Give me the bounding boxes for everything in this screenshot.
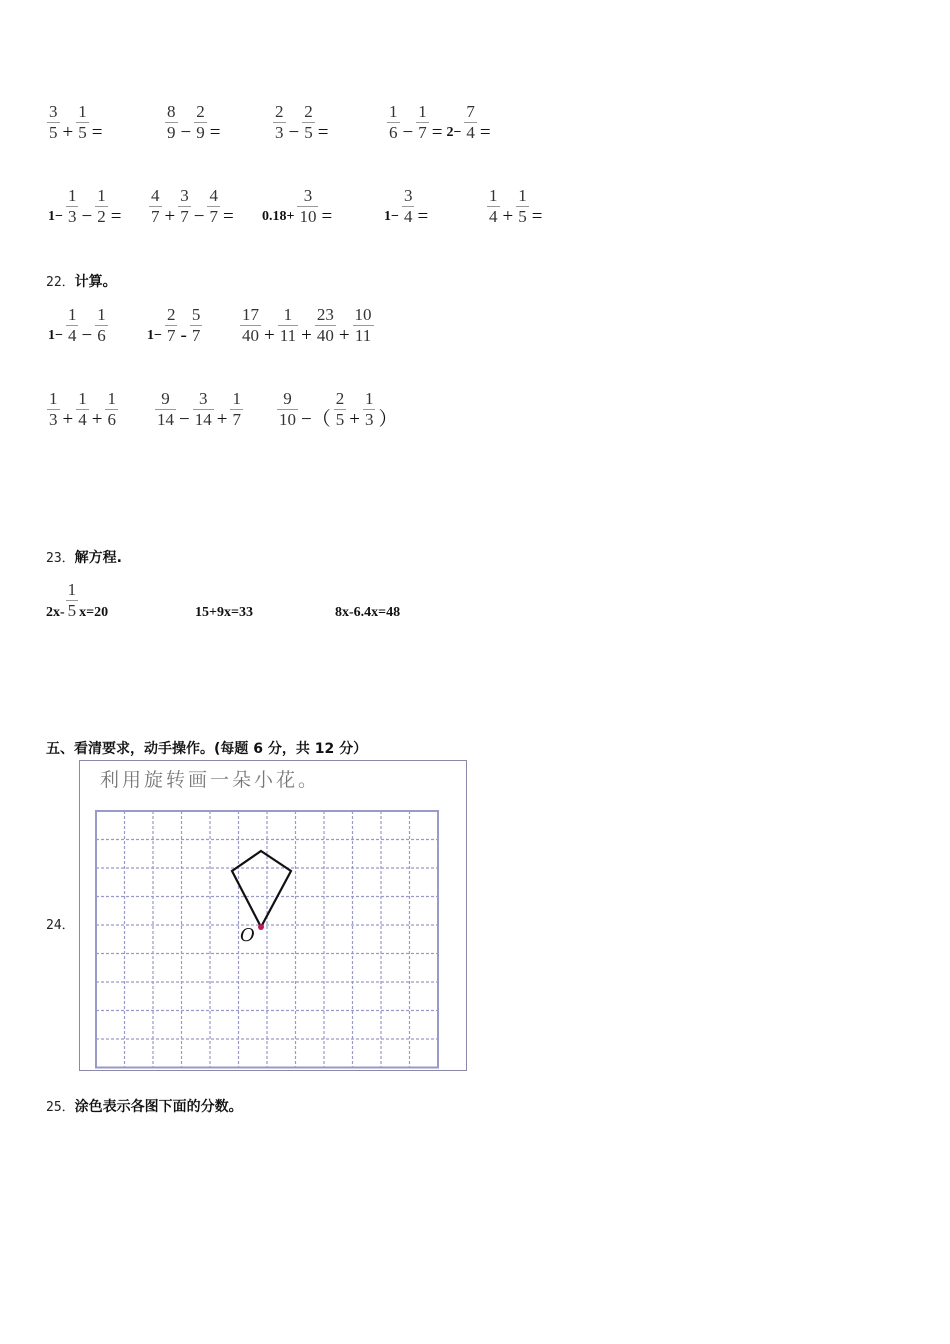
fraction: $\frac{7}{4}$ [466,102,475,142]
q22-row1-expr1: 1− $\frac{1}{4}$ − $\frac{1}{6}$ [48,305,106,346]
question-number: 22． [46,275,75,290]
figure-title: 利用旋转画一朵小花。 [100,769,321,791]
fraction: $\frac{1}{5}$ [78,102,87,142]
fraction: $\frac{5}{7}$ [191,305,201,345]
q25-heading [46,1096,243,1116]
fraction: $\frac{1}{4}$ [67,305,77,345]
q21-row2-expr1: 1− $\frac{1}{3}$ − $\frac{1}{2}$ = [48,186,122,227]
fraction: $\frac{8}{9}$ [167,102,176,142]
fraction: $\frac{1}{11}$ [279,305,297,345]
fraction: $\frac{3}{14}$ [194,389,212,429]
fraction: $\frac{4}{7}$ [209,186,218,226]
q22-row1-expr2: 1− $\frac{2}{7}$ - $\frac{5}{7}$ [147,305,201,346]
fraction: $\frac{2}{5}$ [304,102,313,142]
q22-row2-expr2: $\frac{9}{14}$ − $\frac{3}{14}$ + $\frac{1}{7}$ [157,389,241,430]
q21-row1-expr3: $\frac{2}{3}$ − $\frac{2}{5}$ = [275,102,329,143]
q21-row1-expr1: $\frac{3}{5}$ + $\frac{1}{5}$ = [49,102,103,143]
fraction: $\frac{1}{6}$ [97,305,106,345]
q21-row2-expr5: $\frac{1}{4}$ + $\frac{1}{5}$ = [489,186,543,227]
fraction: $\frac{1}{7}$ [418,102,427,142]
q23-equation-1: 2x- $\frac{1}{5}$ x=20 [46,580,109,620]
q22-heading [46,271,117,291]
question-number: 23． [46,551,75,566]
q23-equation-2: 15+9x=33 [195,605,253,620]
fraction: $\frac{1}{4}$ [78,389,87,429]
fraction: $\frac{9}{10}$ [279,389,296,429]
fraction: $\frac{1}{2}$ [97,186,106,226]
fraction: $\frac{2}{5}$ [335,389,345,429]
point-o-label: O [240,925,255,946]
q22-row2-expr1: $\frac{1}{3}$ + $\frac{1}{4}$ + $\frac{1}{6}$ [49,389,116,430]
q21-row2-expr3: 0.18+ $\frac{3}{10}$ = [262,186,333,227]
fraction: $\frac{3}{5}$ [49,102,58,142]
rotation-center-point [258,924,264,930]
fraction: $\frac{3}{4}$ [403,186,413,226]
rotation-figure [79,760,467,1071]
fraction: $\frac{1}{5}$ [518,186,527,226]
fraction: $\frac{17}{40}$ [242,305,259,345]
fraction: $\frac{1}{3}$ [49,389,58,429]
fraction: $\frac{23}{40}$ [316,305,334,345]
q21-row1-expr2: $\frac{8}{9}$ − $\frac{2}{9}$ = [167,102,221,143]
question-title: 计算。 [74,274,117,290]
fraction: $\frac{3}{7}$ [180,186,189,226]
question-title: 解方程. [74,550,122,566]
fraction: $\frac{2}{3}$ [275,102,284,142]
fraction: $\frac{1}{7}$ [232,389,241,429]
question-number: 25． [46,1100,75,1115]
q21-row1-expr4: $\frac{1}{6}$ − $\frac{1}{7}$ = 2− $\frac{7}{4}$ = [389,102,491,143]
fraction: $\frac{3}{10}$ [299,186,317,226]
q22-row1-expr3: $\frac{17}{40}$ + $\frac{1}{11}$ + $\frac{23}{40}$ + $\frac{10}{11}$ [242,305,372,346]
section-5-title: 五、看清要求，动手操作。(每题 6 分，共 12 分） [46,741,368,757]
fraction: $\frac{1}{5}$ [67,580,77,620]
fraction: $\frac{1}{6}$ [107,389,116,429]
q23-heading [46,547,122,567]
grid-border [96,811,438,1068]
fraction: $\frac{1}{3}$ [364,389,374,429]
grid-lines [96,811,438,1068]
fraction: $\frac{1}{4}$ [489,186,498,226]
fraction: $\frac{4}{7}$ [151,186,160,226]
q22-row2-expr3: $\frac{9}{10}$ −（ $\frac{2}{5}$ + $\frac{1}{3}$ ） [279,389,398,430]
fraction: $\frac{9}{14}$ [157,389,174,429]
fraction: $\frac{1}{3}$ [67,186,77,226]
grid-diagram [80,761,466,1070]
question-number: 24． [46,918,75,933]
q23-equation-3: 8x-6.4x=48 [335,605,401,620]
fraction: $\frac{2}{7}$ [166,305,176,345]
fraction: $\frac{2}{9}$ [196,102,205,142]
q21-row2-expr4: 1− $\frac{3}{4}$ = [384,186,429,227]
q21-row2-expr2: $\frac{4}{7}$ + $\frac{3}{7}$ − $\frac{4}{7}$ = [151,186,234,227]
fraction: $\frac{1}{6}$ [389,102,398,142]
fraction: $\frac{10}{11}$ [354,305,372,345]
kite-shape [232,851,291,927]
question-title: 涂色表示各图下面的分数。 [74,1099,243,1115]
